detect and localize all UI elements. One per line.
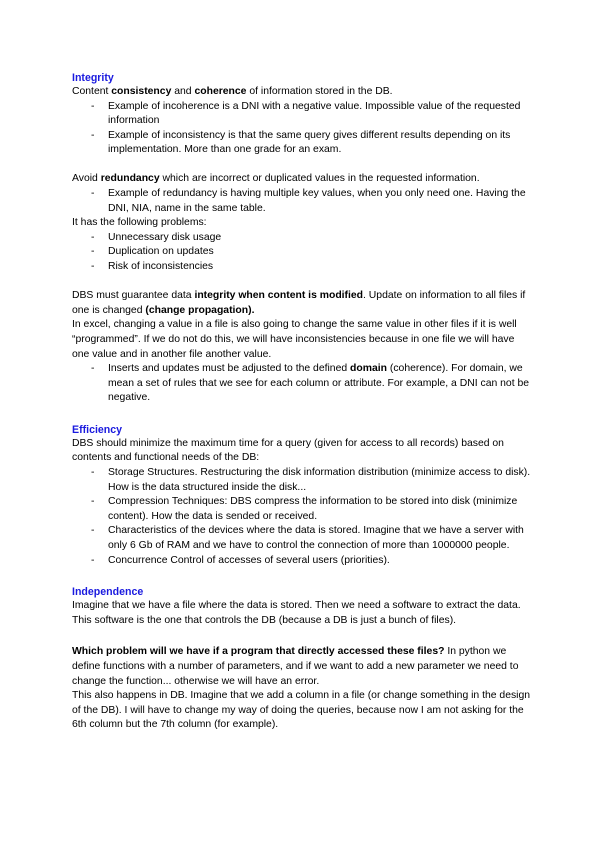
independence-heading: Independence [72, 586, 144, 599]
excel-paragraph: In excel, changing a value in a file is also going to change the same value in other files if it is well “programmed”. If we do not do this, we will have inconsistencies because in one file we will have one value and in another file another value. [72, 319, 517, 360]
db-case-paragraph: This also happens in DB. Imagine that we add a column in a file (or change something in the design of the DB). I will have to change my way of doing the queries, because now I am not asking for the 6th column but the 7th column (for example). [72, 690, 531, 731]
independence-question-paragraph: Which problem will we have if a program that directly accessed these files? In python we define functions with a number of parameters, and if we want to add a new parameter we need to change the function... otherwise we will have an error. [72, 646, 519, 687]
efficiency-intro: DBS should minimize the maximum time for a query (given for access to all records) based on contents and functional needs of the DB: [72, 437, 504, 464]
integrity-intro: Content consistency and coherence of information stored in the DB. [72, 86, 393, 97]
efficiency-list [72, 466, 532, 568]
domain-list [72, 362, 532, 406]
integrity-heading: Integrity [72, 72, 114, 84]
list-item: - Example of inconsistency is that the same query gives different results depending on its implementation. More than one grade for an exam. [72, 129, 532, 158]
problems-intro: It has the following problems: [72, 217, 207, 229]
problems-list [72, 231, 532, 275]
list-item: - Example of redundancy is having multiple key values, when you only need one. Having the DNI, NIA, name in the same table. [72, 187, 532, 216]
list-item: - Duplication on updates [72, 245, 532, 260]
list-item: - Risk of inconsistencies [72, 260, 532, 275]
avoid-redundancy-paragraph: Avoid redundancy which are incorrect or duplicated values in the requested information. [72, 173, 480, 185]
document-content [72, 71, 532, 733]
integrity-examples-list [72, 100, 532, 158]
list-item: - Example of incoherence is a DNI with a negative value. Impossible value of the requested information [72, 100, 532, 129]
list-item: - Inserts and updates must be adjusted to the defined domain (coherence). For domain, we mean a set of rules that we see for each column or attribute. For example, a DNI can not be negative. [72, 362, 532, 406]
redundancy-list [72, 187, 532, 216]
list-item: - Characteristics of the devices where the data is stored. Imagine that we have a server with only 6 Gb of RAM and we have to control the connection of more than 1000000 people. [72, 524, 532, 553]
list-item: - Compression Techniques: DBS compress the information to be stored into disk (minimize content). How the data is sended or received. [72, 495, 532, 524]
list-item: - Storage Structures. Restructuring the disk information distribution (minimize access to disk). How is the data structured inside the disk... [72, 466, 532, 495]
dbs-integrity-paragraph: DBS must guarantee data integrity when content is modified. Update on information to all files if one is changed (change propagation). [72, 290, 526, 316]
independence-intro: Imagine that we have a file where the data is stored. Then we need a software to extract the data. This software is the one that controls the DB (because a DB is just a bunch of files). [72, 600, 521, 626]
list-item: - Unnecessary disk usage [72, 231, 532, 246]
efficiency-heading: Efficiency [72, 423, 123, 436]
list-item: - Concurrence Control of accesses of several users (priorities). [72, 554, 532, 569]
